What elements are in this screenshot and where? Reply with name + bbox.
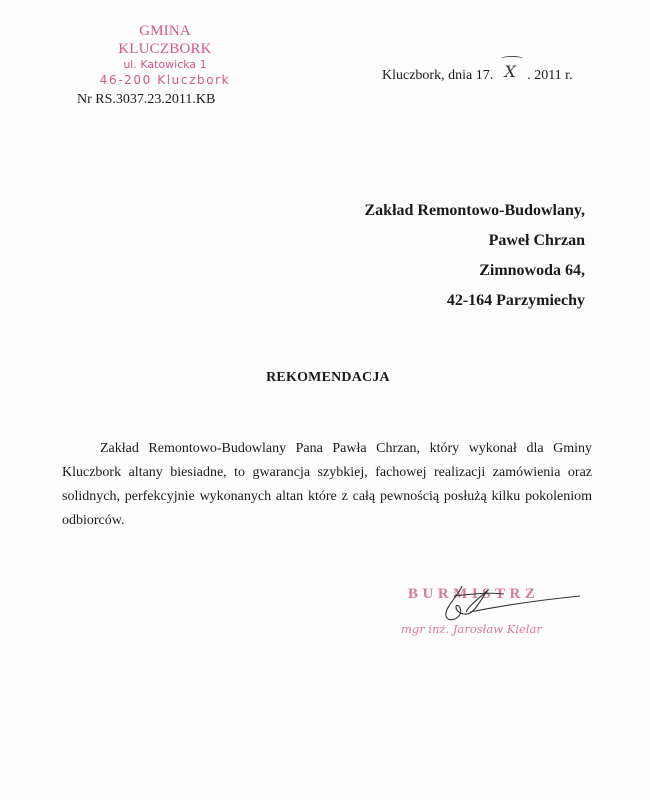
recipient-city: 42-164 Parzymiechy — [446, 292, 585, 309]
date-line — [382, 64, 573, 84]
stamp-municipality-name: GMINA KLUCZBORK — [118, 23, 212, 57]
mayor-stamp-title: BURMISTRZ — [408, 586, 540, 602]
date-prefix: Kluczbork, dnia 17. — [382, 68, 494, 83]
document-title — [0, 370, 650, 386]
document-title-text: REKOMENDACJA — [266, 370, 390, 385]
date-suffix: . 2011 r. — [527, 68, 573, 83]
recipient-address — [365, 196, 586, 316]
handwritten-signature-icon — [430, 578, 590, 628]
recipient-person: Paweł Chrzan — [488, 232, 585, 249]
recipient-company: Zakład Remontowo-Budowlany, — [364, 202, 585, 219]
handwritten-month: X — [493, 62, 527, 81]
recommendation-body: Zakład Remontowo-Budowlany Pana Pawła Chrzan, który wykonał dla Gminy Kluczbork altany biesiadne, to gwarancja szybkiej, fachowej realizacji zamówienia oraz solidnych, perfekcyjnie wykonanych altan które z całą pewnością posłużą kilku pokoleniom odbiorców. — [62, 441, 592, 528]
mayor-stamp-name: mgr inż. Jarosław Kielar — [401, 622, 542, 636]
stamp-street: ul. Katowicka 1 — [123, 58, 207, 71]
stamp-city: 46-200 Kluczbork — [99, 73, 231, 87]
reference-number: Nr RS.3037.23.2011.KB — [77, 92, 216, 107]
recipient-street: Zimnowoda 64, — [479, 262, 585, 279]
municipality-header-stamp — [95, 22, 235, 88]
